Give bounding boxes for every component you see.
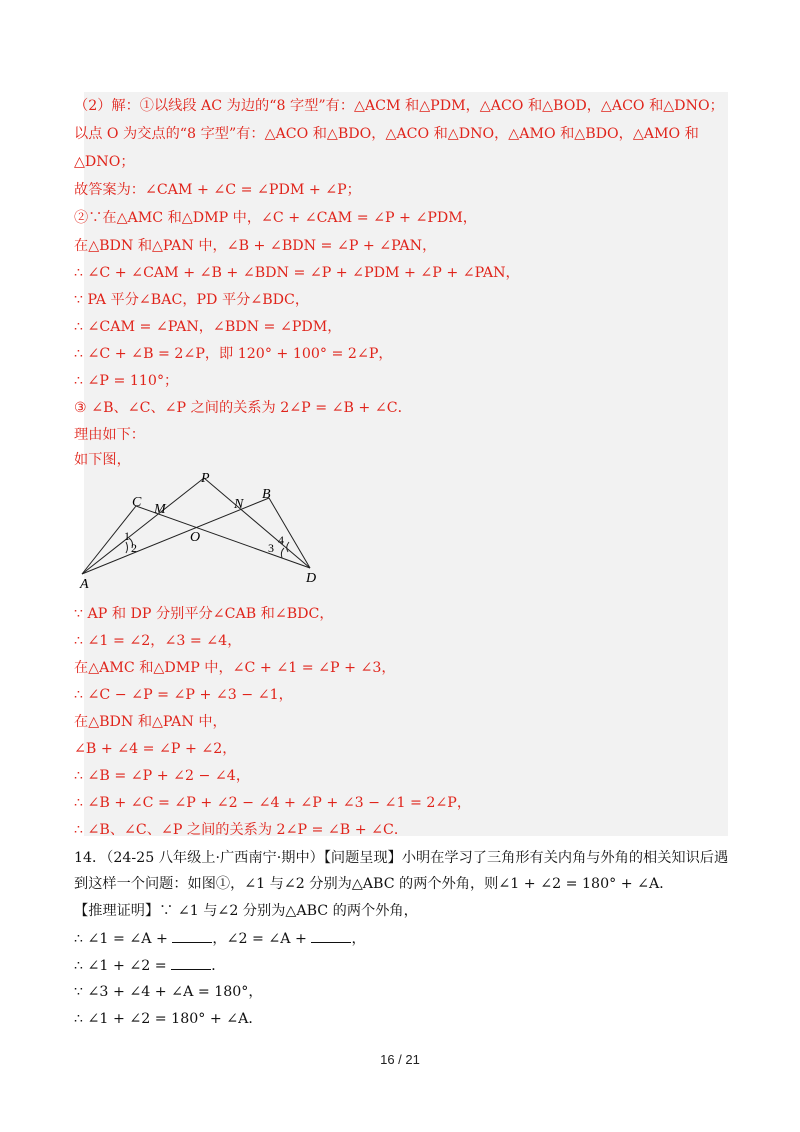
solution-line-3: △DNO； bbox=[74, 154, 135, 170]
label-angle-3: 3 bbox=[268, 541, 274, 555]
solution-line-23: ∴ ∠B、∠C、∠P 之间的关系为 2∠P = ∠B + ∠C． bbox=[74, 822, 409, 838]
problem-14-line-4-part-b: ，∠2 = ∠A + bbox=[212, 931, 312, 947]
solution-line-1: （2）解：①以线段 AC 为边的“8 字型”有：△ACM 和△PDM，△ACO 和△BOD，△ACO 和△DNO； bbox=[74, 98, 724, 114]
label-angle-2: 2 bbox=[131, 541, 137, 555]
angle-arc-3 bbox=[281, 548, 284, 558]
problem-14-line-6: ∵ ∠3 + ∠4 + ∠A = 180°， bbox=[74, 984, 263, 1000]
solution-line-20: ∠B + ∠4 = ∠P + ∠2， bbox=[74, 741, 237, 757]
solution-line-12: ③ ∠B、∠C、∠P 之间的关系为 2∠P = ∠B + ∠C． bbox=[74, 400, 412, 416]
segment-AP bbox=[82, 478, 204, 574]
problem-14-line-4-part-a: ∴ ∠1 = ∠A + bbox=[74, 931, 173, 947]
problem-14-line-5-part-b: ． bbox=[211, 958, 226, 974]
label-angle-4: 4 bbox=[278, 533, 284, 547]
label-O: O bbox=[190, 530, 201, 545]
solution-line-22: ∴ ∠B + ∠C = ∠P + ∠2 − ∠4 + ∠P + ∠3 − ∠1 = 2∠P， bbox=[74, 795, 472, 811]
label-angle-1: 1 bbox=[124, 529, 130, 543]
problem-14-line-2: 到这样一个问题：如图①，∠1 与∠2 分别为△ABC 的两个外角，则∠1 + ∠2 = 180° + ∠A． bbox=[74, 876, 674, 892]
solution-line-15: ∵ AP 和 DP 分别平分∠CAB 和∠BDC， bbox=[74, 606, 334, 622]
problem-14-line-1: 14．（24-25 八年级上·广西南宁·期中）【问题呈现】小明在学习了三角形有关内角与外角的相关知识后遇 bbox=[74, 850, 729, 866]
label-N: N bbox=[234, 497, 244, 512]
solution-line-14: 如下图， bbox=[74, 452, 131, 468]
label-C: C bbox=[132, 495, 142, 510]
solution-line-7: ∴ ∠C + ∠CAM + ∠B + ∠BDN = ∠P + ∠PDM + ∠P + ∠PAN， bbox=[74, 265, 520, 281]
label-P: P bbox=[201, 471, 210, 486]
answer-blank-3[interactable] bbox=[171, 955, 211, 970]
solution-line-21: ∴ ∠B = ∠P + ∠2 − ∠4， bbox=[74, 768, 251, 784]
solution-line-10: ∴ ∠C + ∠B = 2∠P，即 120° + 100° = 2∠P， bbox=[74, 346, 393, 362]
problem-14-line-5 bbox=[74, 955, 225, 976]
segment-PD bbox=[204, 478, 310, 568]
solution-line-5: ②∵在△AMC 和△DMP 中，∠C + ∠CAM = ∠P + ∠PDM， bbox=[74, 210, 477, 226]
problem-14-line-7: ∴ ∠1 + ∠2 = 180° + ∠A． bbox=[74, 1011, 263, 1027]
solution-line-9: ∴ ∠CAM = ∠PAN，∠BDN = ∠PDM， bbox=[74, 319, 342, 335]
page-number: 16 / 21 bbox=[380, 1052, 420, 1067]
label-D: D bbox=[306, 571, 317, 586]
solution-line-11: ∴ ∠P = 110°； bbox=[74, 373, 179, 389]
problem-14-line-5-part-a: ∴ ∠1 + ∠2 = bbox=[74, 958, 172, 974]
solution-line-17: 在△AMC 和△DMP 中，∠C + ∠1 = ∠P + ∠3， bbox=[74, 660, 396, 676]
label-A: A bbox=[80, 577, 89, 590]
solution-line-8: ∵ PA 平分∠BAC，PD 平分∠BDC， bbox=[74, 292, 310, 308]
problem-14-line-3: 【推理证明】∵ ∠1 与∠2 分别为△ABC 的两个外角， bbox=[74, 903, 418, 919]
segment-BD bbox=[269, 498, 310, 568]
problem-14-line-4-part-c: ， bbox=[351, 931, 366, 947]
solution-line-2: 以点 O 为交点的“8 字型”有：△ACO 和△BDO，△ACO 和△DNO，△AMO 和△BDO，△AMO 和 bbox=[74, 126, 699, 142]
solution-line-18: ∴ ∠C − ∠P = ∠P + ∠3 − ∠1， bbox=[74, 687, 293, 703]
geometry-figure bbox=[74, 470, 334, 590]
label-M: M bbox=[154, 502, 166, 517]
answer-blank-2[interactable] bbox=[311, 928, 351, 943]
answer-blank-1[interactable] bbox=[172, 928, 212, 943]
label-B: B bbox=[262, 487, 271, 502]
angle-arc-1 bbox=[126, 542, 128, 553]
problem-14-line-4 bbox=[74, 928, 366, 949]
solution-line-16: ∴ ∠1 = ∠2，∠3 = ∠4， bbox=[74, 633, 242, 649]
solution-line-13: 理由如下： bbox=[74, 427, 145, 443]
solution-line-19: 在△BDN 和△PAN 中， bbox=[74, 714, 227, 730]
solution-line-6: 在△BDN 和△PAN 中，∠B + ∠BDN = ∠P + ∠PAN， bbox=[74, 238, 437, 254]
solution-line-4: 故答案为：∠CAM + ∠C = ∠PDM + ∠P； bbox=[74, 182, 361, 198]
